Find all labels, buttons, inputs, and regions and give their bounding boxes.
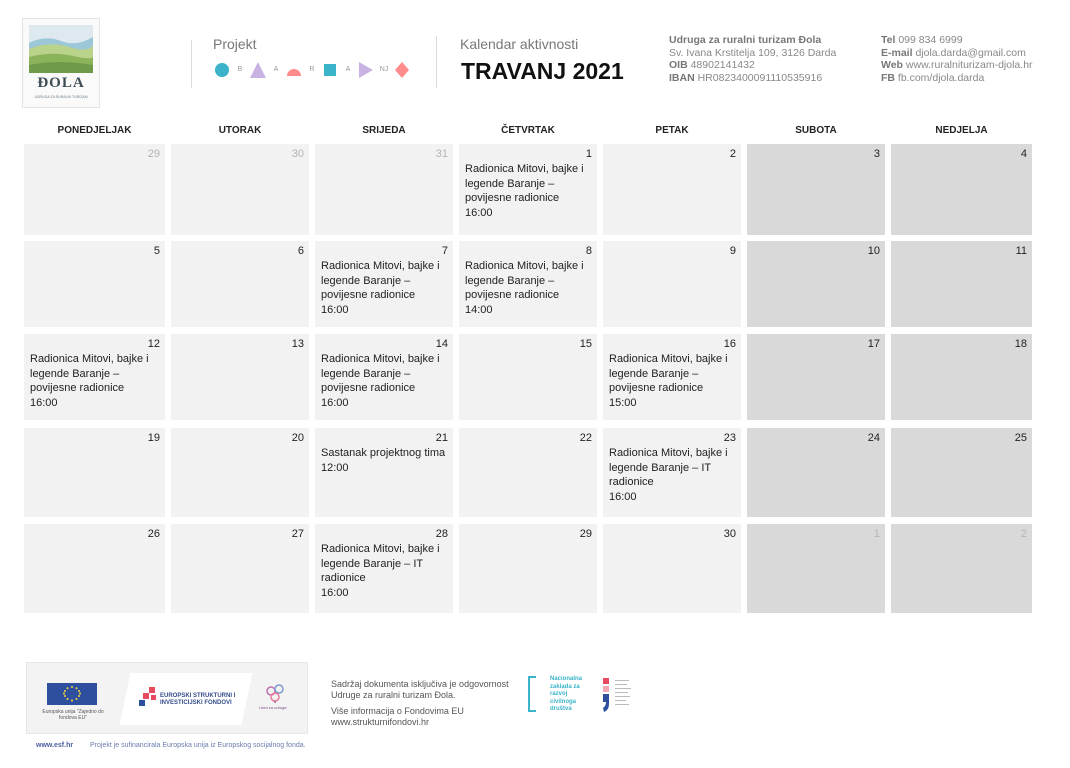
eu-funding-banner <box>26 662 308 734</box>
day-number: 26 <box>147 528 160 540</box>
event-title: Radionica Mitovi, bajke i legende Baranje – povijesne radionice <box>30 353 149 395</box>
tel-value: 099 834 6999 <box>898 34 963 46</box>
event-entry <box>30 352 161 411</box>
contact-info <box>881 34 1033 84</box>
day-number: 24 <box>867 432 880 444</box>
event-time: 14:00 <box>465 304 493 317</box>
project-logo-letter: R <box>309 66 315 73</box>
day-number: 9 <box>729 245 736 257</box>
calendar-day-cell <box>603 524 741 613</box>
day-number: 21 <box>435 432 448 444</box>
event-title: Sastanak projektnog tima <box>321 447 446 459</box>
event-time: 16:00 <box>30 397 58 410</box>
day-number: 30 <box>723 528 736 540</box>
nzr-text: Nacionalna zaklada za razvoj civilnoga društva <box>550 676 583 712</box>
calendar-day-cell <box>603 334 741 420</box>
event-time: 15:00 <box>609 397 637 410</box>
fb-label: FB <box>881 71 895 84</box>
day-number: 2 <box>1020 528 1027 540</box>
event-time: 16:00 <box>465 207 493 220</box>
nzr-logo <box>528 676 588 720</box>
calendar-day-cell <box>24 428 165 517</box>
esf-website: www.esf.hr <box>36 742 74 749</box>
calendar-day-cell <box>891 428 1032 517</box>
project-logo-letter: B <box>237 66 243 73</box>
calendar-day-cell <box>603 241 741 327</box>
day-number: 11 <box>1015 245 1027 257</box>
calendar-day-cell <box>171 144 309 235</box>
email-value: djola.darda@gmail.com <box>915 46 1026 59</box>
web-label: Web <box>881 59 903 71</box>
event-time: 16:00 <box>321 397 349 410</box>
project-logo-letter: NJ <box>379 66 389 73</box>
logo-name: ĐOLA <box>37 75 85 91</box>
org-name: Udruga za ruralni turizam Đola <box>669 34 822 46</box>
calendar-day-cell <box>747 241 885 327</box>
day-number: 31 <box>435 148 448 160</box>
calendar-day-cell <box>315 241 453 327</box>
funds-website: www.strukturnifondovi.hr <box>331 717 430 727</box>
event-title: Radionica Mitovi, bajke i legende Baranje – IT radionice <box>609 447 728 489</box>
calendar-day-cell <box>891 334 1032 420</box>
calendar-day-cell <box>315 334 453 420</box>
calendar-day-cell <box>171 428 309 517</box>
day-number: 1 <box>873 528 880 540</box>
event-entry <box>609 446 737 505</box>
day-number: 1 <box>585 148 592 160</box>
day-number: 3 <box>873 148 880 160</box>
day-number: 27 <box>291 528 304 540</box>
tel-label: Tel <box>881 34 896 46</box>
event-time: 12:00 <box>321 461 349 474</box>
flower-logo-icon <box>259 681 299 721</box>
event-entry <box>321 259 449 318</box>
project-logo-shape-icon <box>285 60 303 80</box>
project-logo-letter: A <box>345 66 351 73</box>
esf-logo-text: EUROPSKI STRUKTURNI I INVESTICIJSKI FONDOVI <box>160 693 236 706</box>
web-value: www.ruralniturizam-djola.hr <box>905 59 1033 71</box>
event-entry <box>321 446 449 475</box>
header-divider <box>191 40 192 88</box>
calendar-day-cell <box>315 428 453 517</box>
calendar-day-cell <box>603 144 741 235</box>
org-address: Sv. Ivana Krstitelja 109, 3126 Darda <box>669 46 837 59</box>
event-title: Radionica Mitovi, bajke i legende Baranje – povijesne radionice <box>321 260 440 302</box>
day-number: 5 <box>153 245 160 257</box>
weekday-header: NEDJELJA <box>935 125 988 136</box>
day-number: 17 <box>867 338 880 350</box>
project-logo-shape-icon <box>357 60 375 80</box>
event-entry <box>609 352 737 411</box>
day-number: 20 <box>291 432 304 444</box>
event-time: 16:00 <box>321 587 349 600</box>
oib-label: OIB <box>669 59 688 71</box>
esf-logo-icon <box>139 687 159 707</box>
project-logo <box>213 60 411 80</box>
bracket-icon <box>528 676 536 712</box>
calendar-day-cell <box>171 334 309 420</box>
eu-caption: Europska unija "Zajedno do fondova EU" <box>42 709 104 721</box>
event-time: 16:00 <box>321 304 349 317</box>
day-number: 22 <box>579 432 592 444</box>
calendar-day-cell <box>459 524 597 613</box>
day-number: 15 <box>579 338 592 350</box>
day-number: 12 <box>147 338 160 350</box>
calendar-day-cell <box>747 524 885 613</box>
eu-flag-icon <box>47 683 97 705</box>
project-logo-shape-icon <box>213 60 231 80</box>
weekday-header: PONEDJELJAK <box>57 125 132 136</box>
financing-note: Projekt je sufinancirala Europska unija iz Europskog socijalnog fonda. <box>90 742 306 749</box>
day-number: 6 <box>297 245 304 257</box>
event-entry <box>465 162 593 221</box>
calendar-day-cell <box>891 524 1032 613</box>
disclaimer-line-1: Sadržaj dokumenta isključiva je odgovornost <box>331 679 509 689</box>
calendar-day-cell <box>171 524 309 613</box>
day-number: 23 <box>723 432 736 444</box>
office-caption: Ured za udruge <box>259 705 287 710</box>
weekday-header: SUBOTA <box>795 125 837 136</box>
logo-subtitle: UDRUGA ZA RURALNI TURIZAM <box>34 95 88 99</box>
weekday-header: PETAK <box>655 125 689 136</box>
calendar-day-cell <box>24 524 165 613</box>
project-label: Projekt <box>213 36 257 52</box>
calendar-label: Kalendar aktivnosti <box>460 36 579 52</box>
calendar-day-cell <box>24 334 165 420</box>
calendar-day-cell <box>459 241 597 327</box>
event-entry <box>465 259 593 318</box>
calendar-day-cell <box>891 241 1032 327</box>
weekday-header: SRIJEDA <box>362 125 406 136</box>
fb-value: fb.com/djola.darda <box>897 71 985 84</box>
calendar-day-cell <box>747 334 885 420</box>
day-number: 30 <box>291 148 304 160</box>
event-title: Radionica Mitovi, bajke i legende Baranje – IT radionice <box>321 543 440 585</box>
calendar-day-cell <box>459 428 597 517</box>
month-title: TRAVANJ 2021 <box>461 58 624 84</box>
calendar-day-cell <box>315 524 453 613</box>
event-title: Radionica Mitovi, bajke i legende Baranje – povijesne radionice <box>465 163 584 205</box>
calendar-day-cell <box>171 241 309 327</box>
event-title: Radionica Mitovi, bajke i legende Baranje – povijesne radionice <box>321 353 440 395</box>
day-number: 29 <box>147 148 160 160</box>
event-entry <box>321 352 449 411</box>
calendar-day-cell <box>459 144 597 235</box>
day-number: 28 <box>435 528 448 540</box>
day-number: 19 <box>147 432 160 444</box>
day-number: 8 <box>585 245 592 257</box>
landscape-icon <box>29 25 93 73</box>
header-divider <box>436 36 437 88</box>
calendar-day-cell <box>459 334 597 420</box>
government-office-logo-icon <box>603 678 637 718</box>
calendar-day-cell <box>315 144 453 235</box>
email-label: E-mail <box>881 46 913 59</box>
day-number: 13 <box>291 338 304 350</box>
day-number: 18 <box>1014 338 1027 350</box>
day-number: 2 <box>729 148 736 160</box>
project-logo-shape-icon <box>393 60 411 80</box>
day-number: 25 <box>1014 432 1027 444</box>
oib-value: 48902141432 <box>690 59 755 71</box>
iban-value: HR0823400091110535916 <box>697 71 823 84</box>
association-logo <box>22 18 100 108</box>
project-logo-shape-icon <box>321 60 339 80</box>
calendar-day-cell <box>891 144 1032 235</box>
calendar-day-cell <box>747 428 885 517</box>
calendar-day-cell <box>747 144 885 235</box>
weekday-header: UTORAK <box>218 125 262 136</box>
iban-label: IBAN <box>669 71 695 84</box>
calendar-day-cell <box>24 241 165 327</box>
disclaimer-line-2: Udruge za ruralni turizam Đola. <box>331 690 456 700</box>
day-number: 10 <box>867 245 880 257</box>
event-entry <box>321 542 449 601</box>
event-title: Radionica Mitovi, bajke i legende Baranje – povijesne radionice <box>609 353 728 395</box>
day-number: 7 <box>441 245 448 257</box>
day-number: 29 <box>579 528 592 540</box>
event-title: Radionica Mitovi, bajke i legende Baranje – povijesne radionice <box>465 260 584 302</box>
calendar-day-cell <box>24 144 165 235</box>
organization-info <box>669 34 836 84</box>
project-logo-shape-icon <box>249 60 267 80</box>
project-logo-letter: A <box>273 66 279 73</box>
weekday-header: ČETVRTAK <box>501 125 555 136</box>
calendar-day-cell <box>603 428 741 517</box>
day-number: 14 <box>435 338 448 350</box>
funds-info-line: Više informacija o Fondovima EU <box>331 706 464 716</box>
day-number: 16 <box>723 338 736 350</box>
event-time: 16:00 <box>609 491 637 504</box>
day-number: 4 <box>1020 148 1027 160</box>
